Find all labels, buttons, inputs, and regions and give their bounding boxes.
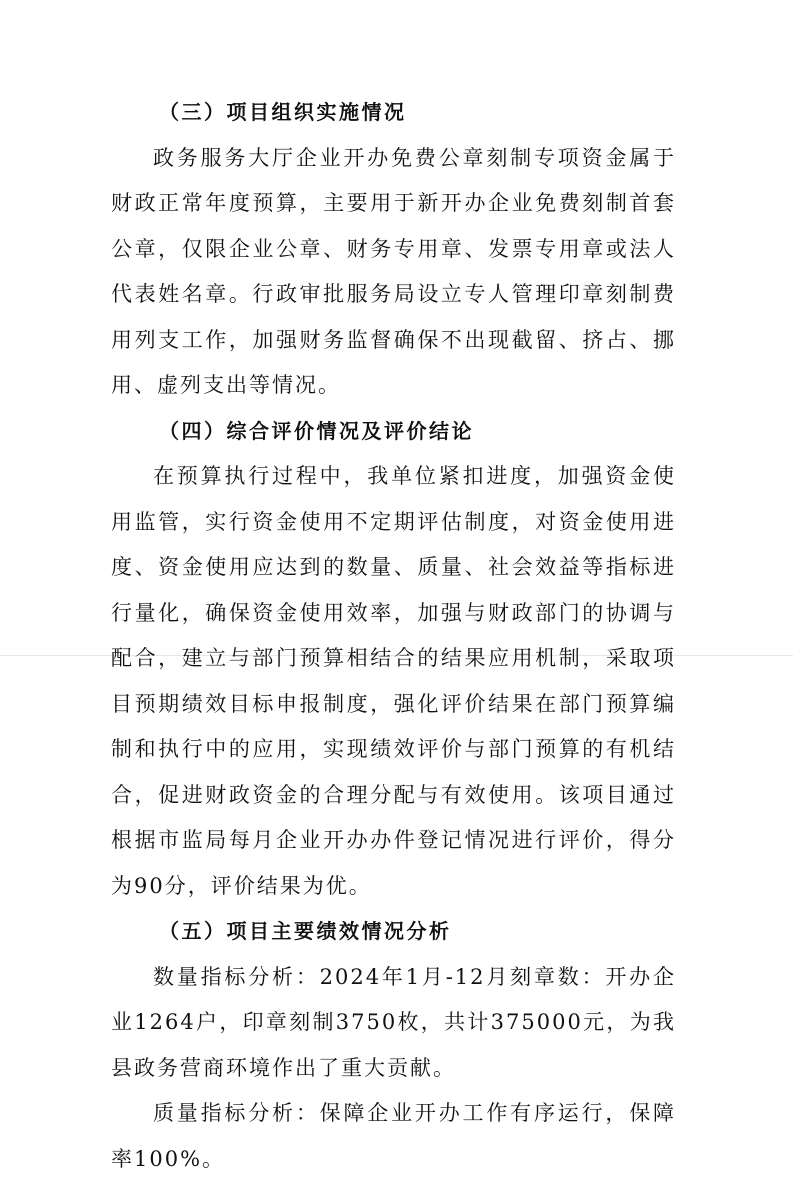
section-4-heading: （四）综合评价情况及评价结论 — [159, 418, 474, 443]
section-3 — [111, 90, 676, 409]
section-4-paragraph-1: 在预算执行过程中，我单位紧扣进度，加强资金使用监管，实行资金使用不定期评估制度，对资金使用进度、资金使用应达到的数量、质量、社会效益等指标进行量化，确保资金使用效率，加强与财政部门的协调与配合，建立与部门预算相结合的结果应用机制，采取项目预期绩效目标申报制度，强化评价结果在部门预算编制和执行中的应用，实现绩效评价与部门预算的有机结合，促进财政资金的合理分配与有效使用。该项目通过根据市监局每月企业开办办件登记情况进行评价，得分为90分，评价结果为优。 — [111, 464, 676, 898]
section-4 — [111, 409, 676, 910]
section-5 — [111, 909, 676, 1182]
section-5-paragraph-2: 质量指标分析：保障企业开办工作有序运行，保障率100%。 — [111, 1101, 676, 1171]
section-5-heading: （五）项目主要绩效情况分析 — [159, 919, 452, 943]
section-3-heading: （三）项目组织实施情况 — [159, 100, 407, 124]
section-3-paragraph-1: 政务服务大厅企业开办免费公章刻制专项资金属于财政正常年度预算，主要用于新开办企业免费刻制首套公章，仅限企业公章、财务专用章、发票专用章或法人代表姓名章。行政审批服务局设立专人管理印章刻制费用列支工作，加强财务监督确保不出现截留、挤占、挪用、虚列支出等情况。 — [111, 145, 676, 397]
section-5-paragraph-1: 数量指标分析：2024年1月-12月刻章数：开办企业1264户，印章刻制3750枚，共计375000元，为我县政务营商环境作出了重大贡献。 — [111, 964, 676, 1080]
document-body — [111, 90, 676, 1182]
